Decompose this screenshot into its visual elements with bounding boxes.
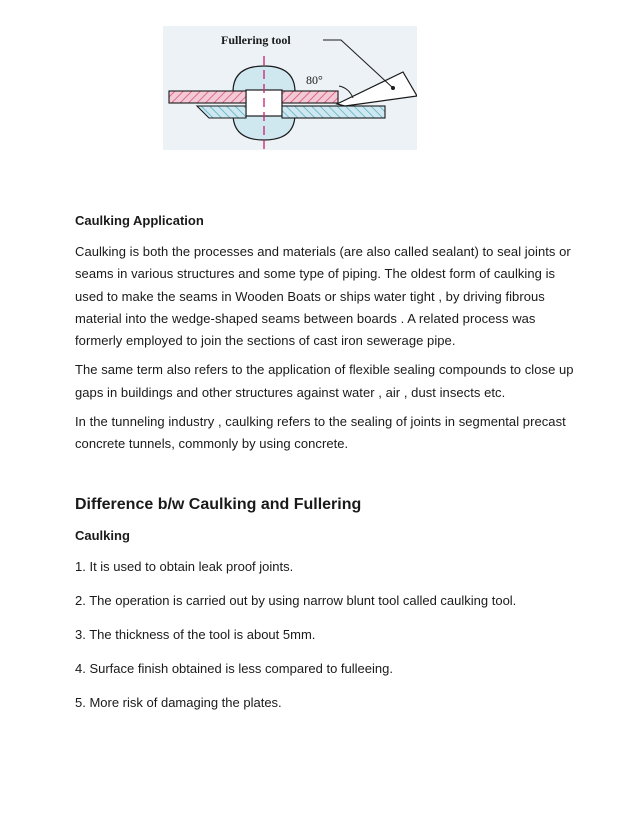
fullering-tool: [337, 72, 417, 106]
paragraph: In the tunneling industry , caulking refers to the sealing of joints in segmental precast concrete tunnels, commonly by using concrete.: [75, 414, 566, 452]
list-item: 2. The operation is carried out by using narrow blunt tool called caulking tool.: [75, 592, 517, 608]
list-item: 4. Surface finish obtained is less compared to fulleeing.: [75, 660, 393, 676]
paragraph: The same term also refers to the application of flexible sealing compounds to close up gaps in buildings and other structures against water , air , dust insects etc.: [75, 362, 574, 400]
paragraph: Caulking is both the processes and materials (are also called sealant) to seal joints or seams in various structures and some type of piping. The oldest form of caulking is used to make the seams in Wooden Boats or ships water tight , by driving fibrous material into the wedge-shaped seams between boards . A related process was formerly employed to join the sections of cast iron sewerage pipe.: [75, 244, 571, 349]
document-body: [75, 210, 575, 726]
list-item: 1. It is used to obtain leak proof joints.: [75, 558, 294, 574]
difference-heading: Difference b/w Caulking and Fullering: [75, 495, 362, 513]
lower-plate: [197, 106, 385, 118]
list-item: 3. The thickness of the tool is about 5mm.: [75, 626, 316, 642]
angle-label: 80°: [306, 73, 323, 87]
list-item: 5. More risk of damaging the plates.: [75, 694, 282, 710]
caulking-application-heading: Caulking Application: [75, 213, 204, 228]
caulking-subheading: Caulking: [75, 527, 130, 543]
tool-leader-line: [323, 40, 393, 88]
tool-label: Fullering tool: [221, 33, 291, 47]
fullering-diagram: [163, 26, 417, 150]
